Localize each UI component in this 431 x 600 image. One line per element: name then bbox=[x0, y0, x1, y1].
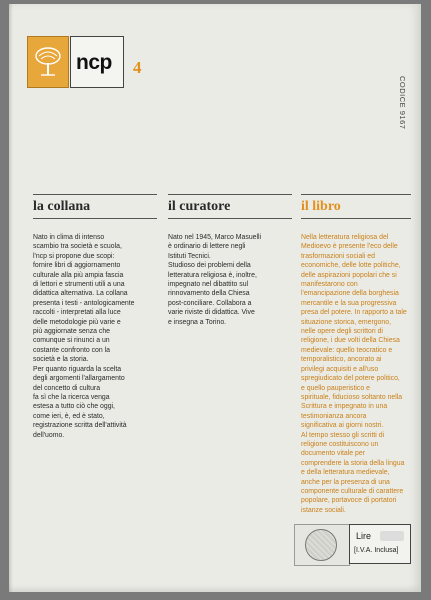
bookshop-stamp-icon bbox=[305, 529, 337, 561]
column-text-collana: Nato in clima di intenso scambio tra società e scuola, l'ncp si propone due scopi: fornire libri di aggiornamento culturale alla più ampia fascia di lettori e strumenti utili a una didattica alternativa. La collana presenta i testi - antologicamente raccolti - interpretati alla luce delle metodologie più varie e più aggiornate senza che comunque si rinunci a un costante confronto con la società e la storia. Per quanto riguarda la scelta degli argomenti l'allargamento del concetto di cultura fa sì che la ricerca venga estesa a tutto ciò che oggi, come ieri, è, ed è stato, registrazione scritta dell'attività dell'uomo. bbox=[33, 234, 135, 439]
spine-shadow bbox=[9, 4, 13, 592]
column-text-curatore: Nato nel 1945, Marco Masuelli è ordinario di lettere negli Istituti Tecnici. Studioso dei problemi della letteratura religiosa è, inoltre, impegnato nel dibattito sul rinnovamento della Chiesa post-conciliare. Collabora a varie riviste di didattica. Vive e insegna a Torino. bbox=[168, 234, 262, 326]
column-collana bbox=[33, 194, 157, 440]
tree-logo-icon bbox=[32, 45, 64, 79]
series-number: 4 bbox=[133, 58, 142, 77]
book-code: CODICE 9167 bbox=[398, 76, 407, 130]
bookshop-sticker bbox=[294, 524, 350, 566]
column-title-curatore: il curatore bbox=[168, 199, 231, 214]
column-title-libro: il libro bbox=[301, 199, 341, 214]
column-curatore bbox=[168, 194, 292, 327]
price-label bbox=[349, 524, 411, 564]
book-back-cover bbox=[9, 4, 421, 592]
column-rule-bottom bbox=[301, 218, 411, 219]
price-obscured bbox=[380, 531, 404, 541]
column-rule-bottom bbox=[33, 218, 157, 219]
column-rule-bottom bbox=[168, 218, 292, 219]
series-mark-box bbox=[70, 36, 124, 88]
column-text-libro: Nella letteratura religiosa del Medioevo è presente l'eco delle trasformazioni sociali ed economiche, delle lotte politiche, delle aspirazioni popolari che si manifestarono con l'emancipazione della borghesia mercantile e la sua progressiva presa del potere. In rapporto a tale situazione storica, emergono, nelle opere degli scrittori di religione, i due volti della Chiesa medievale: quello teocratico e temporalistico, ancorato ai privilegi acquisiti e all'uso spregiudicato del potere politico, e quello pauperistico e spirituale, fiducioso soltanto nella Scrittura e impegnato in una testimonianza ancora significativa ai giorni nostri. Al tempo stesso gli scritti di religione costituiscono un documento vitale per comprendere la storia della lingua e della letteratura medievale, anche per la presenza di una componente culturale di carattere popolare, portavoce di portatori istanze sociali. bbox=[301, 234, 407, 514]
column-rule-top bbox=[168, 194, 292, 195]
series-mark: ncp bbox=[76, 51, 112, 74]
publisher-logo bbox=[27, 36, 69, 88]
column-rule-top bbox=[33, 194, 157, 195]
column-rule-top bbox=[301, 194, 411, 195]
price-currency: Lire bbox=[356, 531, 372, 541]
column-libro bbox=[301, 194, 411, 515]
column-title-collana: la collana bbox=[33, 199, 91, 214]
price-vat-note: [I.V.A. Inclusa] bbox=[354, 547, 399, 554]
